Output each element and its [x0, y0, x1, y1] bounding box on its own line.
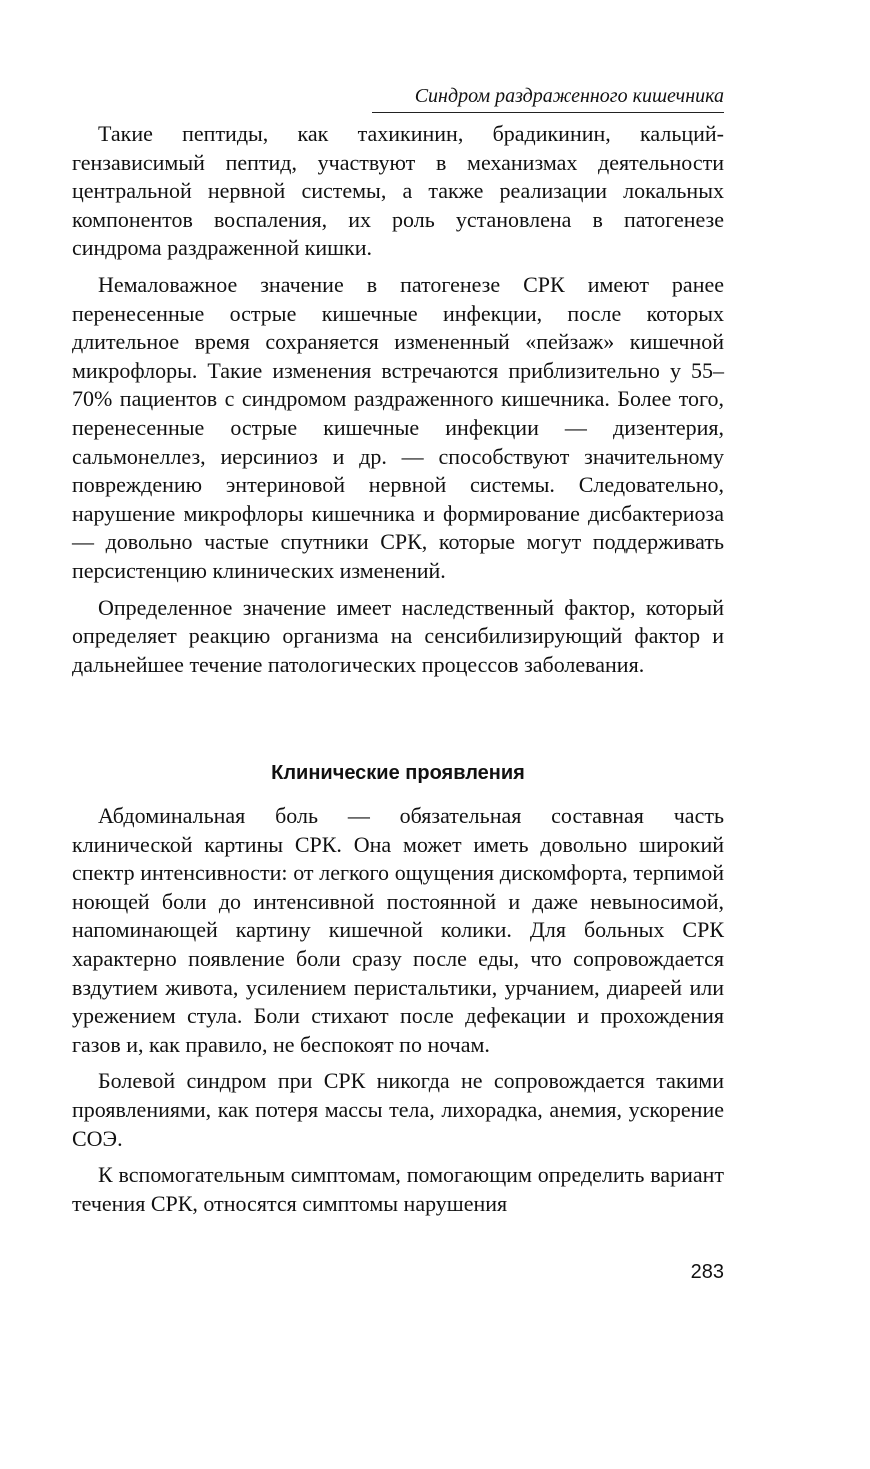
paragraph-auxiliary-symptoms: К вспомогательным симптомам, помогающим определить вариант течения СРК, относятся симптомы нарушения: [72, 1162, 724, 1216]
section-2-text: [72, 802, 724, 1226]
paragraph-pain-syndrome: Болевой синдром при СРК никогда не сопровождается такими проявлениями, как потеря массы тела, лихорадка, анемия, ускорение СОЭ.: [72, 1068, 724, 1151]
paragraph-abdominal-pain: Абдоминальная боль — обязательная составная часть клинической картины СРК. Она может иметь довольно широкий спектр интенсивности: от легкого ощущения дискомфорта, терпимой ноющей боли до интенсивной постоянной и даже невыносимой, напоминающей картину кишечной колики. Для больных СРК характерно появление боли сразу после еды, что сопровождается вздутием живота, усилением перистальтики, урчанием, диареей или урежением стула. Боли стихают после дефекации и прохождения газов и, как правило, не беспокоят по ночам.: [72, 803, 724, 1057]
page-number: 283: [690, 1261, 724, 1283]
paragraph-peptides: Такие пептиды, как тахикинин, брадикинин, кальций-гензависимый пептид, участвуют в механизмах деятельности центральной нервной системы, а также реализации локальных компонентов воспаления, их роль установлена в патогенезе синдрома раздраженной кишки.: [72, 121, 724, 261]
running-header: Синдром раздраженного кишечника: [372, 84, 724, 113]
paragraph-heredity: Определенное значение имеет наследственный фактор, который определяет реакцию организма на сенсибилизирующий фактор и дальнейшее течение патологических процессов заболевания.: [72, 594, 724, 677]
section-heading: Клинические проявления: [271, 762, 525, 784]
paragraph-infections: Немаловажное значение в патогенезе СРК имеют ранее перенесенные острые кишечные инфекции, после которых длительное время сохраняется измененный «пейзаж» кишечной микрофлоры. Такие изменения встречаются приблизительно у 55–70% пациентов с синдромом раздраженного кишечника. Более того, перенесенные острые кишечные инфекции — дизентерия, сальмонеллез, иерсиниоз и др. — способствуют значительному повреждению энтериновой нервной системы. Следовательно, нарушение микрофлоры кишечника и формирование дисбактериоза — довольно частые спутники СРК, которые могут поддерживать персистенцию клинических изменений.: [72, 271, 724, 583]
section-1-text: [72, 120, 724, 687]
